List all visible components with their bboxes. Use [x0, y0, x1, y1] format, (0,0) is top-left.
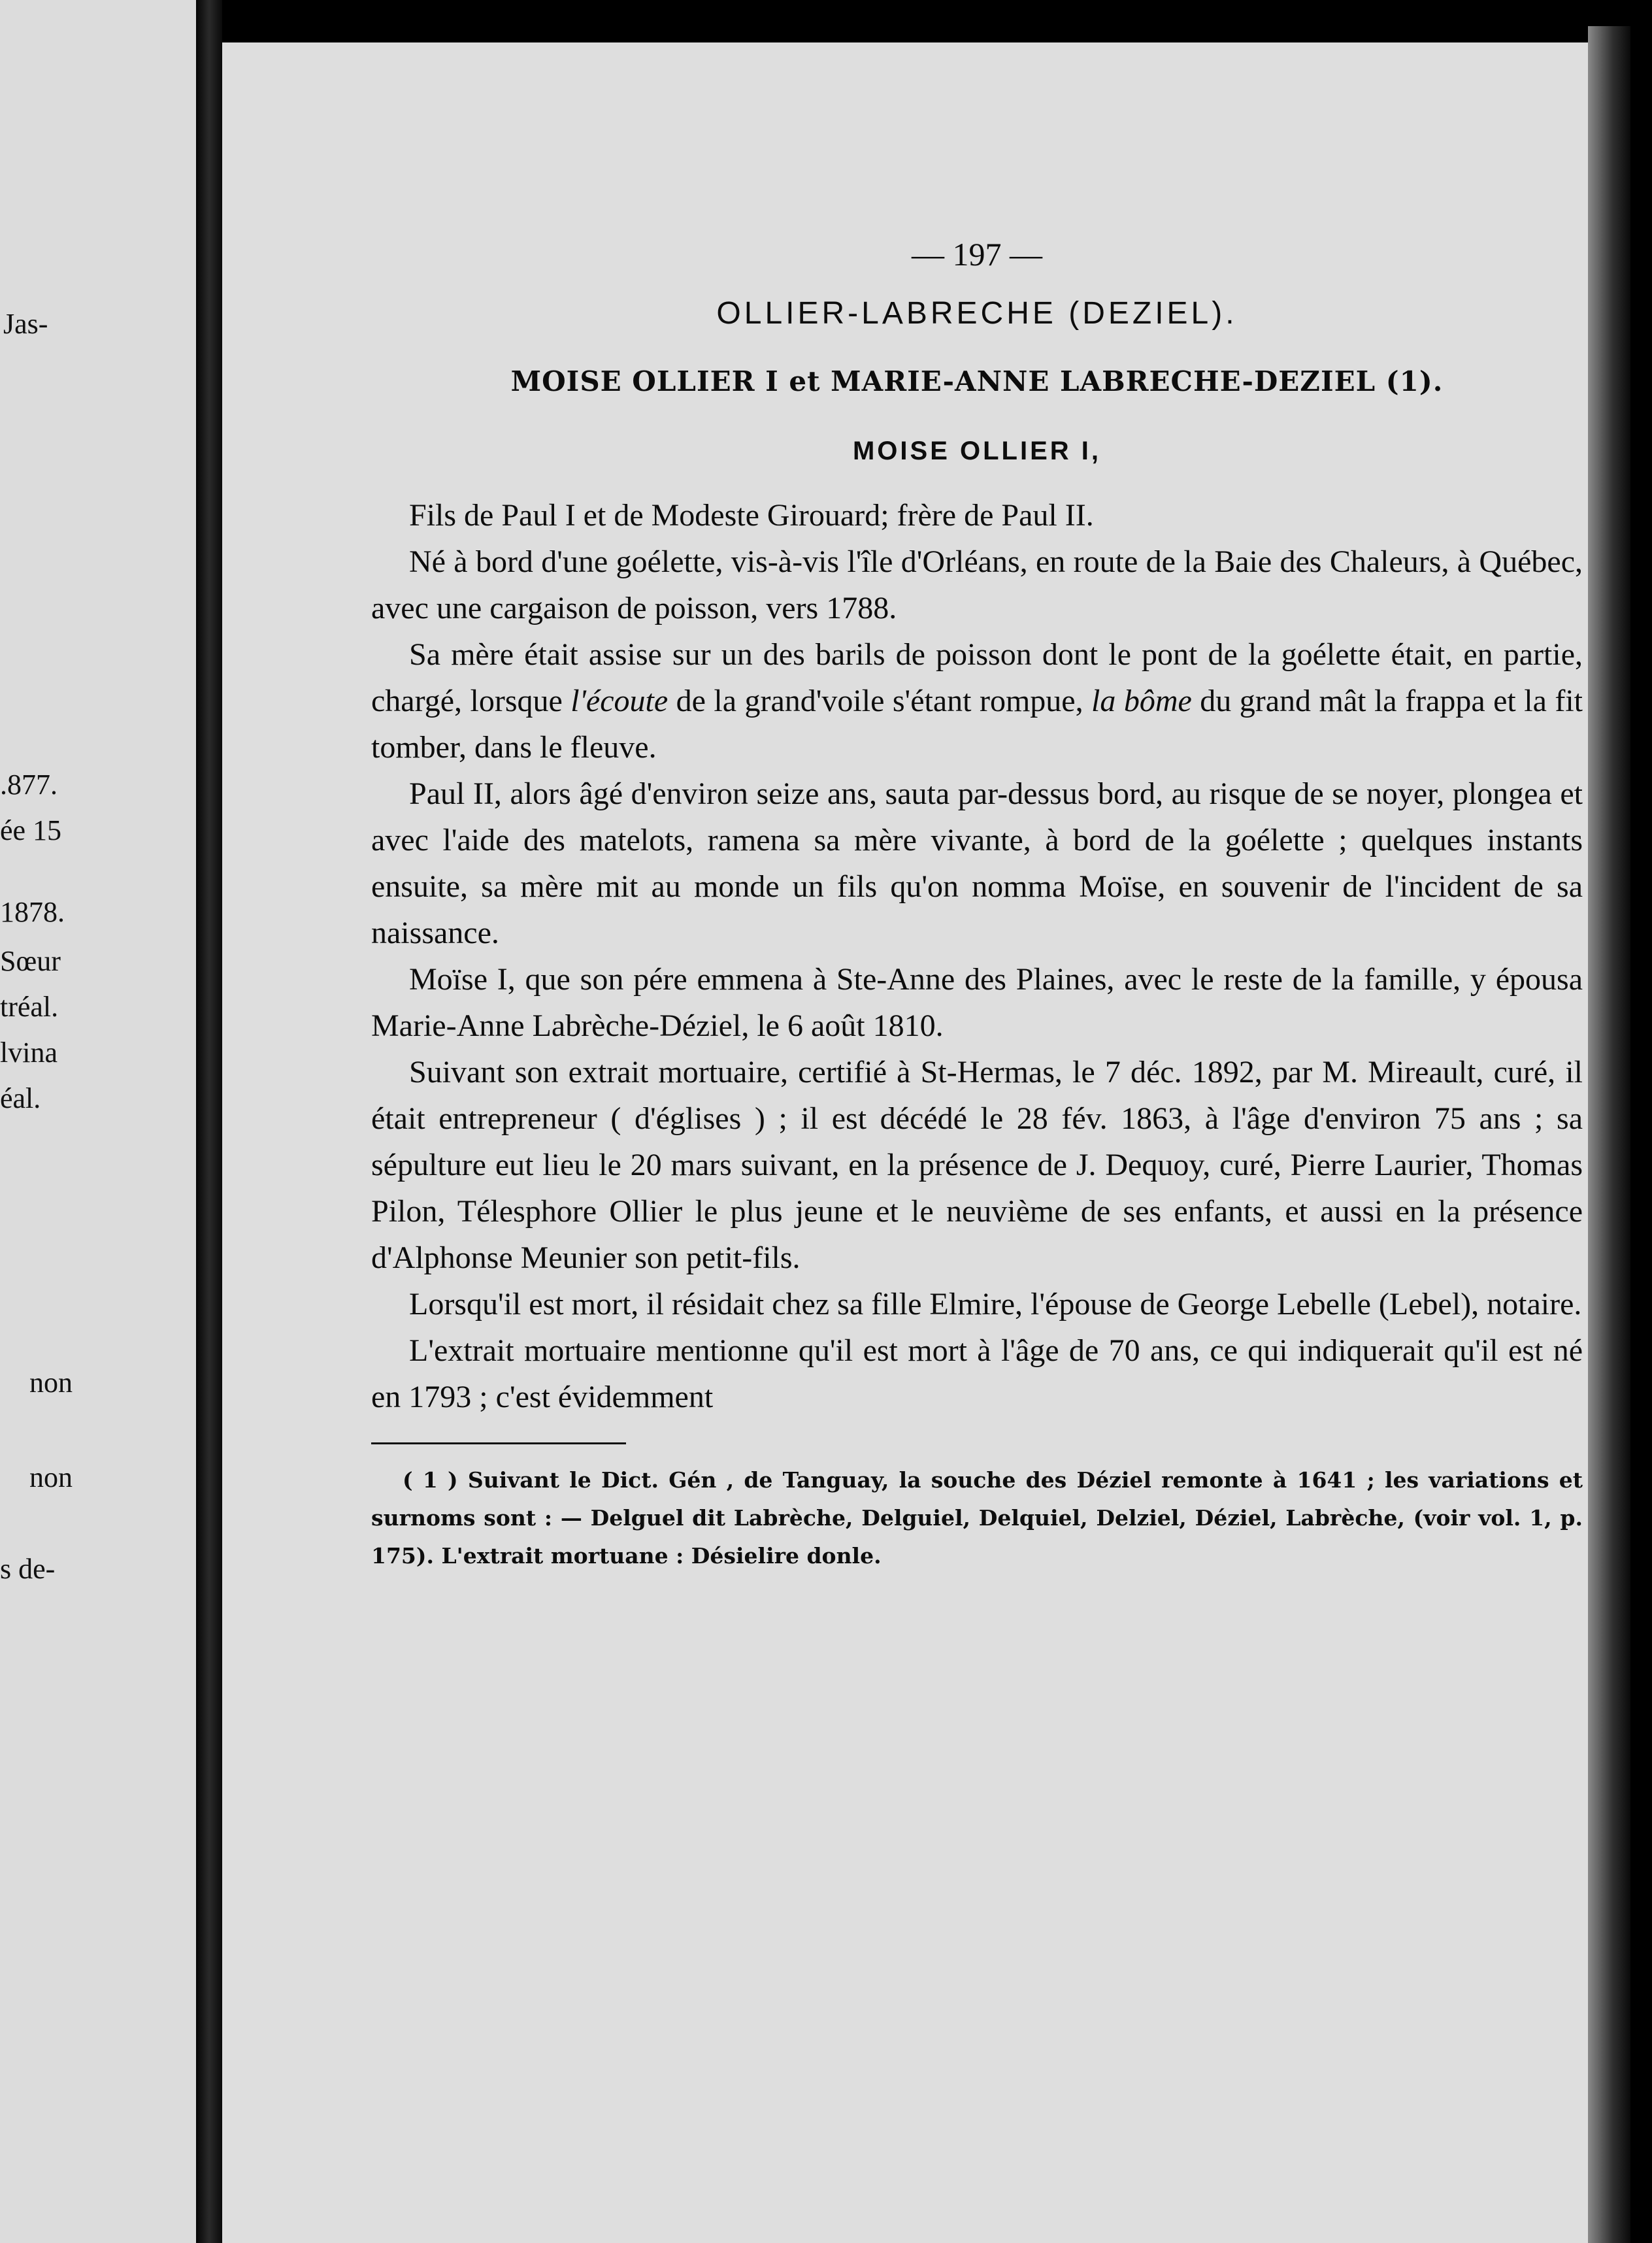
- margin-text-fragment: s de-: [0, 1553, 56, 1585]
- body-paragraph: Moïse I, que son pére emmena à Ste-Anne des Plaines, avec le reste de la famille, y épousa Marie-Anne Labrèche-Déziel, le 6 août 1810.: [371, 962, 1583, 1043]
- footnote-divider: [371, 1442, 626, 1444]
- margin-text-fragment: Jas-: [3, 308, 48, 340]
- margin-text-fragment: non: [29, 1367, 73, 1399]
- chapter-title: OLLIER-LABRECHE (DEZIEL).: [716, 296, 1238, 331]
- page-content: [371, 235, 1583, 1575]
- person-heading: MOISE OLLIER I,: [852, 437, 1102, 465]
- book-spine: [196, 0, 222, 2243]
- margin-text-fragment: non: [29, 1461, 73, 1493]
- body-paragraph: L'extrait mortuaire mentionne qu'il est mort à l'âge de 70 ans, ce qui indiquerait qu'il est né en 1793 ; c'est évidemment: [371, 1333, 1583, 1414]
- body-paragraph: Né à bord d'une goélette, vis-à-vis l'île d'Orléans, en route de la Baie des Chaleurs, à Québec, avec une cargaison de poisson, vers 1788.: [371, 544, 1583, 625]
- body-paragraph: Fils de Paul I et de Modeste Girouard; frère de Paul II.: [409, 498, 1094, 533]
- margin-text-fragment: éal.: [0, 1082, 41, 1114]
- body-paragraph: Paul II, alors âgé d'environ seize ans, sauta par-dessus bord, au risque de se noyer, plongea et avec l'aide des matelots, ramena sa mère vivante, à bord de la goélette ; quelques instants ensuite, sa mère mit au monde un fils qu'on nomma Moïse, en souvenir de l'incident de sa naissance.: [371, 776, 1583, 950]
- section-title: MOISE OLLIER I et MARIE-ANNE LABRECHE-DEZIEL (1).: [510, 365, 1444, 397]
- body-paragraph: Sa mère était assise sur un des barils de poisson dont le pont de la goélette était, en partie, chargé, lorsque l'écoute de la grand'voile s'étant rompue, la bôme du grand mât la frappa et la fit tomber, dans le fleuve.: [371, 637, 1583, 765]
- book-page: [222, 42, 1588, 2243]
- footnote: ( 1 ) Suivant le Dict. Gén , de Tanguay, la souche des Déziel remonte à 1641 ; les variations et surnoms sont : — Delguel dit Labrèche, Delguiel, Delquiel, Delziel, Déziel, Labrèche, (voir vol. 1, p. 175). L'extrait mortuane : Désielire donle.: [371, 1467, 1583, 1569]
- margin-text-fragment: ée 15: [0, 814, 62, 846]
- body-paragraph: Lorsqu'il est mort, il résidait chez sa fille Elmire, l'épouse de George Lebelle (Lebel), notaire.: [409, 1287, 1582, 1321]
- margin-text-fragment: 1878.: [0, 896, 65, 928]
- margin-text-fragment: lvina: [0, 1037, 58, 1069]
- italic-term: l'écoute: [570, 684, 669, 718]
- page-edge-shadow: [1588, 26, 1630, 2243]
- italic-term: la bôme: [1091, 684, 1192, 718]
- margin-text-fragment: .877.: [0, 769, 58, 801]
- facing-page-fragment: [0, 0, 196, 2243]
- margin-text-fragment: tréal.: [0, 991, 59, 1023]
- page-number: — 197 —: [912, 236, 1042, 273]
- margin-text-fragment: Sœur: [0, 945, 61, 977]
- body-paragraph: Suivant son extrait mortuaire, certifié à St-Hermas, le 7 déc. 1892, par M. Mireault, curé, il était entrepreneur ( d'églises ) ; il est décédé le 28 fév. 1863, à l'âge d'environ 75 ans ; sa sépulture eut lieu le 20 mars suivant, en la présence de J. Dequoy, curé, Pierre Laurier, Thomas Pilon, Télesphore Ollier le plus jeune et le neuvième de ses enfants, et aussi en la présence d'Alphonse Meunier son petit-fils.: [371, 1055, 1583, 1275]
